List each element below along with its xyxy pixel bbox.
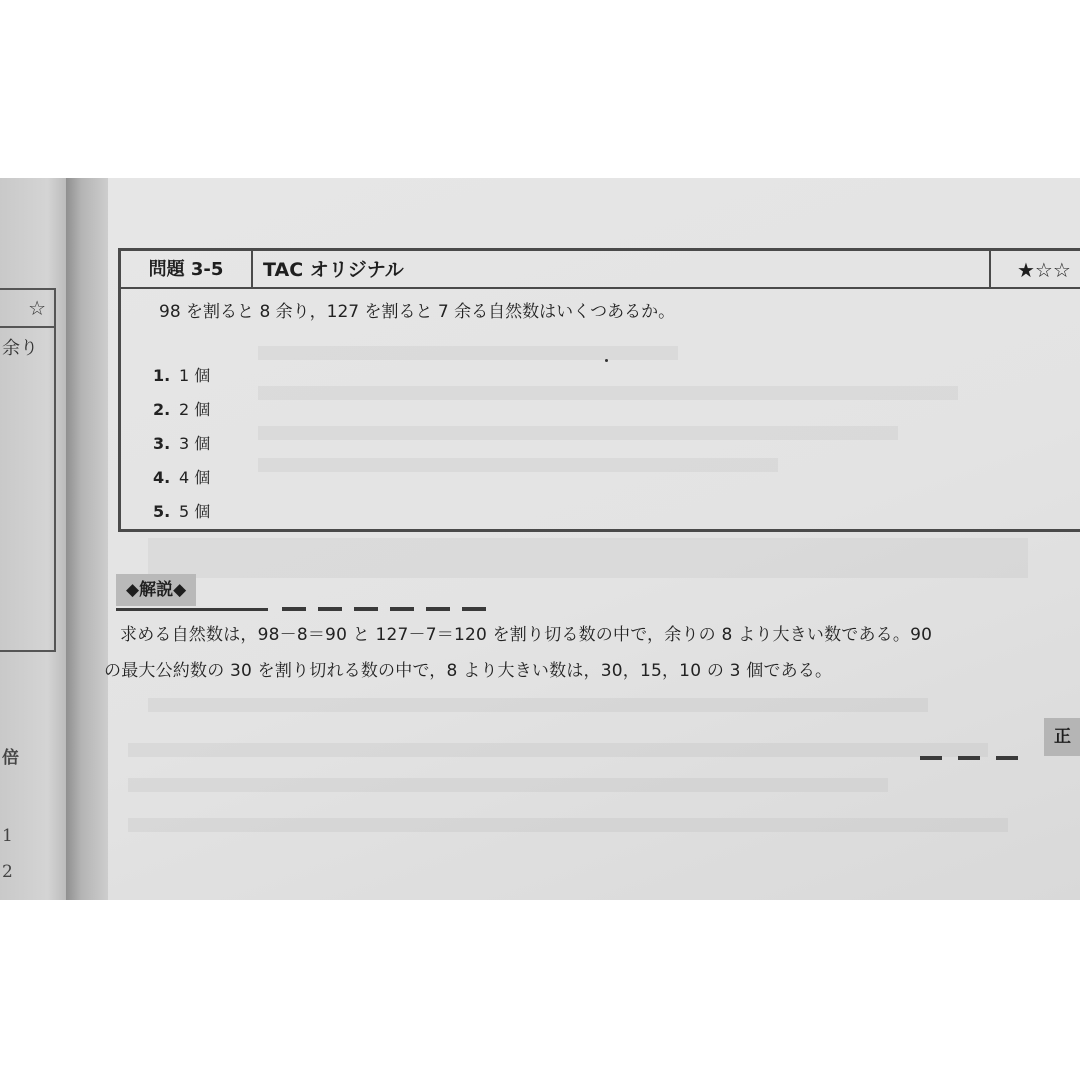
right-page [104,178,1080,900]
choice-number: 4. [153,468,171,487]
choice-item [153,363,210,397]
bleed-through-5 [148,538,1028,578]
book-photo [0,178,1080,900]
left-fragment-3: 2 [2,862,13,882]
difficulty-rating: ★☆☆ [989,251,1080,287]
bleed-through-6 [148,698,928,712]
explanation-badge: ◆解説◆ [116,574,196,606]
left-page [0,178,68,900]
choice-list [153,363,210,533]
left-box-header: ☆ [0,290,54,328]
choice-item [153,431,210,465]
choice-item [153,465,210,499]
problem-source: TAC オリジナル [263,259,404,281]
bleed-through-7 [128,743,988,757]
book-gutter [66,178,110,900]
left-fragment-1: 倍 [2,748,19,768]
left-fragment-2: 1 [2,826,13,846]
problem-header [121,251,1080,289]
choice-text: 5 個 [179,502,211,521]
choice-number: 5. [153,502,171,521]
explanation-underline [116,608,268,611]
choice-text: 3 個 [179,434,211,453]
choice-number: 2. [153,400,171,419]
dash-divider [354,607,378,611]
problem-question: 98 を割ると 8 余り，127 を割ると 7 余る自然数はいくつあるか。 [159,302,676,322]
choice-text: 1 個 [179,366,211,385]
bleed-through-9 [128,818,1008,832]
choice-item [153,397,210,431]
dash-divider [996,756,1018,760]
dash-divider [318,607,342,611]
choice-text: 2 個 [179,400,211,419]
choice-text: 4 個 [179,468,211,487]
problem-number: 問題 3-5 [121,251,253,287]
answer-tab: 正 [1044,718,1080,756]
problem-box [118,248,1080,532]
choice-number: 1. [153,366,171,385]
dash-divider [462,607,486,611]
dash-divider [920,756,942,760]
dash-divider [958,756,980,760]
left-box-text: 余り [2,338,38,359]
explanation-line-2: の最大公約数の 30 を割り切れる数の中で，8 より大きい数は，30，15，10 の 3 個である。 [104,661,833,681]
explanation-line-1: 求める自然数は，98－8＝90 と 127－7＝120 を割り切る数の中で，余りの 8 より大きい数である。90 [120,625,933,645]
left-page-box [0,288,56,652]
choice-number: 3. [153,434,171,453]
dash-divider [426,607,450,611]
choice-item [153,499,210,533]
bleed-through-8 [128,778,888,792]
dash-divider [390,607,414,611]
stray-dot [605,359,608,362]
dash-divider [282,607,306,611]
